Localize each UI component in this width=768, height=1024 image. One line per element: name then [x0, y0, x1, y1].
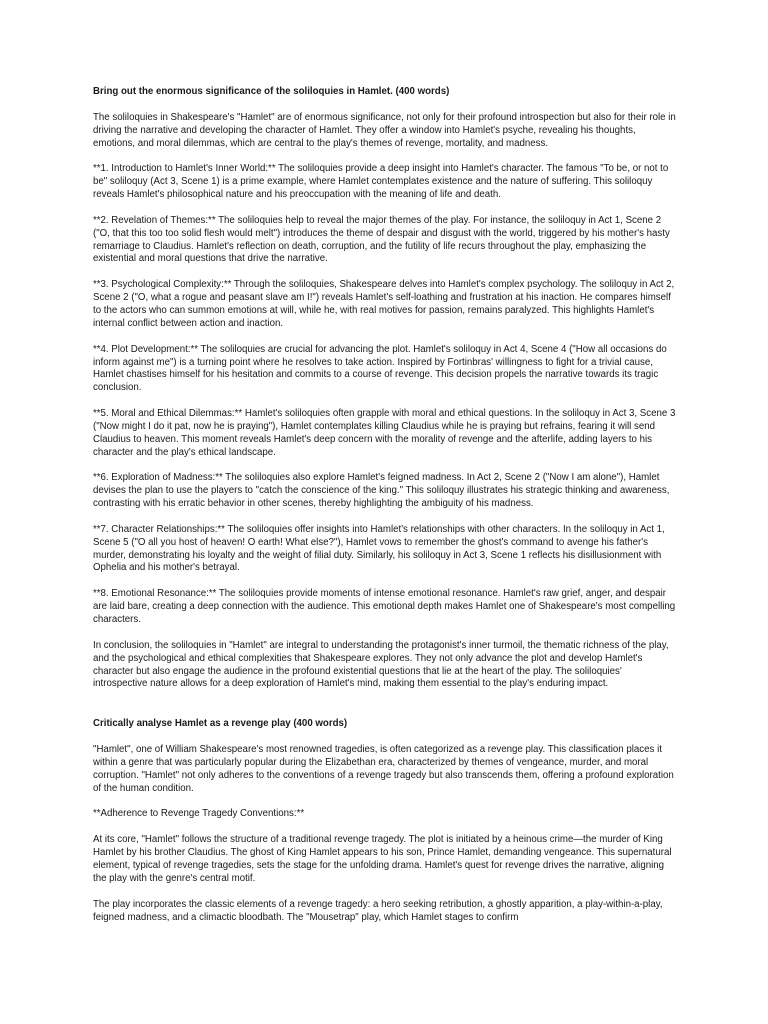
section-1-point-7-paragraph: **7. Character Relationships:** The soliloquies offer insights into Hamlet's relationships with other characters. In the soliloquy in Act 1, Scene 5 ("O all you host of heaven! O earth! What else?"), Hamlet vows to remember the ghost's command to avenge his father's murder, demonstrating his loyalty and the weight of filial duty. Similarly, his soliloquy in Act 3, Scene 1 reflects his disillusionment with Ophelia and his mother's betrayal.	[93, 523, 665, 574]
section-2-title: Critically analyse Hamlet as a revenge play (400 words)	[93, 718, 348, 730]
section-1-point-8-paragraph: **8. Emotional Resonance:** The soliloquies provide moments of intense emotional resonance. Hamlet's raw grief, anger, and despair are laid bare, creating a deep connection with the audience. This emotional depth makes Hamlet one of Shakespeare's most compelling characters.	[93, 588, 676, 625]
section-1-point-3-paragraph: **3. Psychological Complexity:** Through the soliloquies, Shakespeare delves into Hamlet's complex psychology. The soliloquy in Act 2, Scene 2 ("O, what a rogue and peasant slave am I!") reveals Hamlet's self-loathing and frustration at his inaction. He compares himself to the actors who can summon emotions at will, while he, with real motives for passion, remains paralyzed. This highlights Hamlet's internal conflict between action and inaction.	[93, 279, 675, 329]
section-2-structure-paragraph: At its core, "Hamlet" follows the structure of a traditional revenge tragedy. The plot is initiated by a heinous crime—the murder of King Hamlet by his brother Claudius. The ghost of King Hamlet appears to his son, Prince Hamlet, demanding vengeance. This supernatural element, typical of revenge tragedies, sets the stage for the unfolding drama. Hamlet's quest for revenge drives the narrative, aligning the play with the genre's central motif.	[93, 834, 672, 884]
section-1-conclusion-paragraph: In conclusion, the soliloquies in "Hamlet" are integral to understanding the protagonist's inner turmoil, the thematic richness of the play, and the psychological and ethical complexities that Shakespeare explores. They not only advance the plot and develop Hamlet's character but also engage the audience in the profound existential questions that lie at the heart of the play. The soliloquies' introspective nature allows for a deep exploration of Hamlet's mind, making them essential to the play's enduring impact.	[93, 639, 669, 690]
section-1-point-5-paragraph: **5. Moral and Ethical Dilemmas:** Hamlet's soliloquies often grapple with moral and ethical questions. In the soliloquy in Act 3, Scene 3 ("Now might I do it pat, now he is praying"), Hamlet contemplates killing Claudius while he is praying but refrains, fearing it will send Claudius to heaven. This moment reveals Hamlet's deep concern with the morality of revenge and the afterlife, adding layers to his character and the play's ethical landscape.	[93, 408, 676, 458]
section-2-subheading: **Adherence to Revenge Tragedy Conventions:**	[93, 808, 305, 820]
section-2-intro-paragraph: "Hamlet", one of William Shakespeare's most renowned tragedies, is often categorized as a revenge play. This classification places it within a genre that was particularly popular during the Elizabethan era, characterized by themes of vengeance, murder, and moral corruption. "Hamlet" not only adheres to the conventions of a revenge tragedy but also transcends them, offering a profound exploration of the human condition.	[93, 744, 674, 794]
section-1-point-4-paragraph: **4. Plot Development:** The soliloquies are crucial for advancing the plot. Hamlet's soliloquy in Act 4, Scene 4 ("How all occasions do inform against me") is a turning point where he resolves to take action. Inspired by Fortinbras' willingness to fight for a trivial cause, Hamlet chastises himself for his hesitation and commits to a course of revenge. This decision propels the narrative towards its tragic conclusion.	[93, 343, 667, 394]
section-1-point-1-paragraph: **1. Introduction to Hamlet's Inner World:** The soliloquies provide a deep insight into Hamlet's character. The famous "To be, or not to be" soliloquy (Act 3, Scene 1) is a prime example, where Hamlet contemplates existence and the nature of suffering. This soliloquy reveals Hamlet's philosophical nature and his preoccupation with the meaning of life and death.	[93, 163, 669, 201]
section-2-elements-paragraph: The play incorporates the classic elements of a revenge tragedy: a hero seeking retribution, a ghostly apparition, a play-within-a-play, feigned madness, and a climactic bloodbath. The "Mousetrap" play, which Hamlet stages to confirm	[93, 898, 663, 923]
section-1-title: Bring out the enormous significance of the soliloquies in Hamlet. (400 words)	[93, 86, 450, 97]
section-1-point-6-paragraph: **6. Exploration of Madness:** The soliloquies also explore Hamlet's feigned madness. In Act 2, Scene 2 ("Now I am alone"), Hamlet devises the plan to use the players to "catch the conscience of the king." This soliloquy illustrates his strategic thinking and awareness, contrasting with his erratic behavior in other scenes, thereby highlighting the ambiguity of his madness.	[93, 472, 670, 510]
section-1-intro-paragraph: The soliloquies in Shakespeare's "Hamlet" are of enormous significance, not only for their profound introspection but also for their role in driving the narrative and developing the character of Hamlet. They offer a window into Hamlet's psyche, revealing his thoughts, emotions, and moral dilemmas, which are central to the play's themes of revenge, mortality, and madness.	[93, 111, 676, 149]
section-1-point-2-paragraph: **2. Revelation of Themes:** The soliloquies help to reveal the major themes of the play. For instance, the soliloquy in Act 1, Scene 2 ("O, that this too too solid flesh would melt") introduces the theme of despair and disgust with the world, triggered by his mother's hasty remarriage to Claudius. Hamlet's reflection on death, corruption, and the futility of life recurs throughout the play, emphasizing the existential and moral questions that drive the narrative.	[93, 214, 670, 265]
